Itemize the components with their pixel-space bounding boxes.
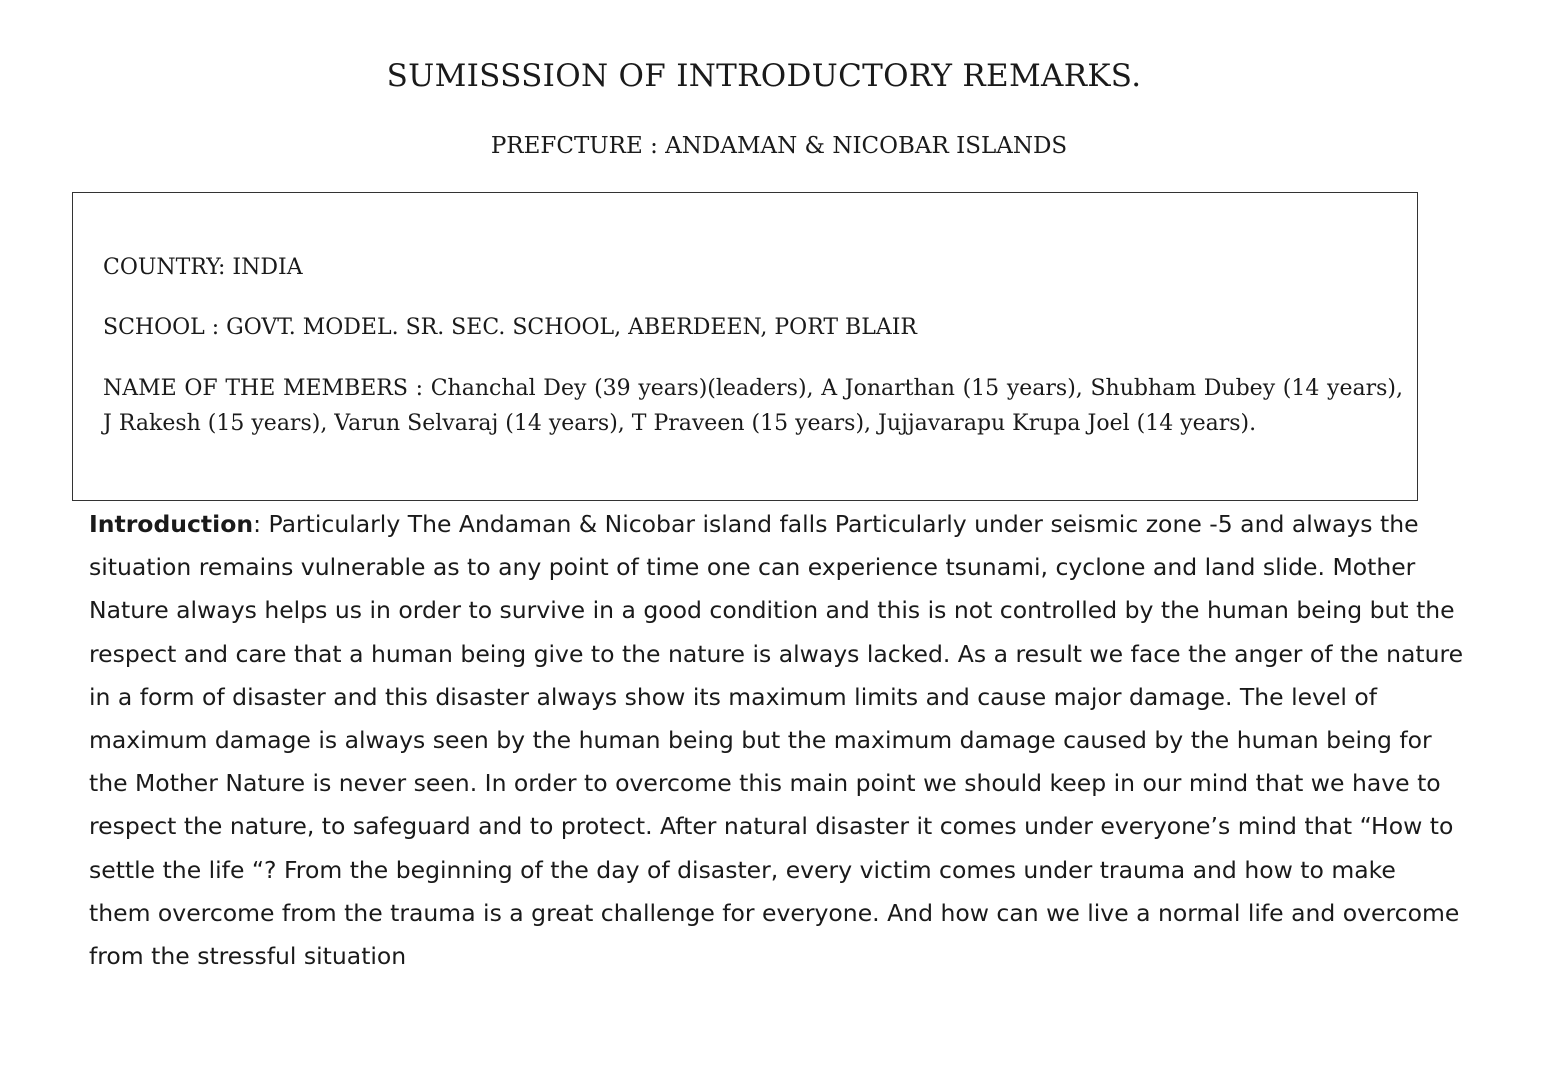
country-line: COUNTRY: INDIA [103, 255, 303, 280]
school-line: SCHOOL : GOVT. MODEL. SR. SEC. SCHOOL, ABERDEEN, PORT BLAIR [103, 315, 917, 340]
document-title: SUMISSSION OF INTRODUCTORY REMARKS. [386, 58, 1142, 94]
document-subtitle: PREFCTURE : ANDAMAN & NICOBAR ISLANDS [490, 133, 1068, 159]
introduction-label: Introduction [89, 510, 254, 538]
info-box [72, 192, 1418, 501]
introduction-paragraph [89, 503, 1464, 971]
members-line: NAME OF THE MEMBERS : Chanchal Dey (39 years)(leaders), A Jonarthan (15 years), Shubham Dubey (14 years), J Rakesh (15 years), Varun Selvaraj (14 years), T Praveen (15 years), Jujjavarapu Krupa Joel (14 years). [103, 376, 1403, 436]
introduction-text: : Particularly The Andaman & Nicobar island falls Particularly under seismic zone -5 and always the situation remains vulnerable as to any point of time one can experience tsunami, cyclone and land slide. Mother Nature always helps us in order to survive in a good condition and this is not controlled by the human being but the respect and care that a human being give to the nature is always lacked. As a result we face the anger of the nature in a form of disaster and this disaster always show its maximum limits and cause major damage. The level of maximum damage is always seen by the human being but the maximum damage caused by the human being for the Mother Nature is never seen. In order to overcome this main point we should keep in our mind that we have to respect the nature, to safeguard and to protect. After natural disaster it comes under everyone’s mind that “How to settle the life “? From the beginning of the day of disaster, every victim comes under trauma and how to make them overcome from the trauma is a great challenge for everyone. And how can we live a normal life and overcome from the stressful situation [89, 510, 1464, 971]
